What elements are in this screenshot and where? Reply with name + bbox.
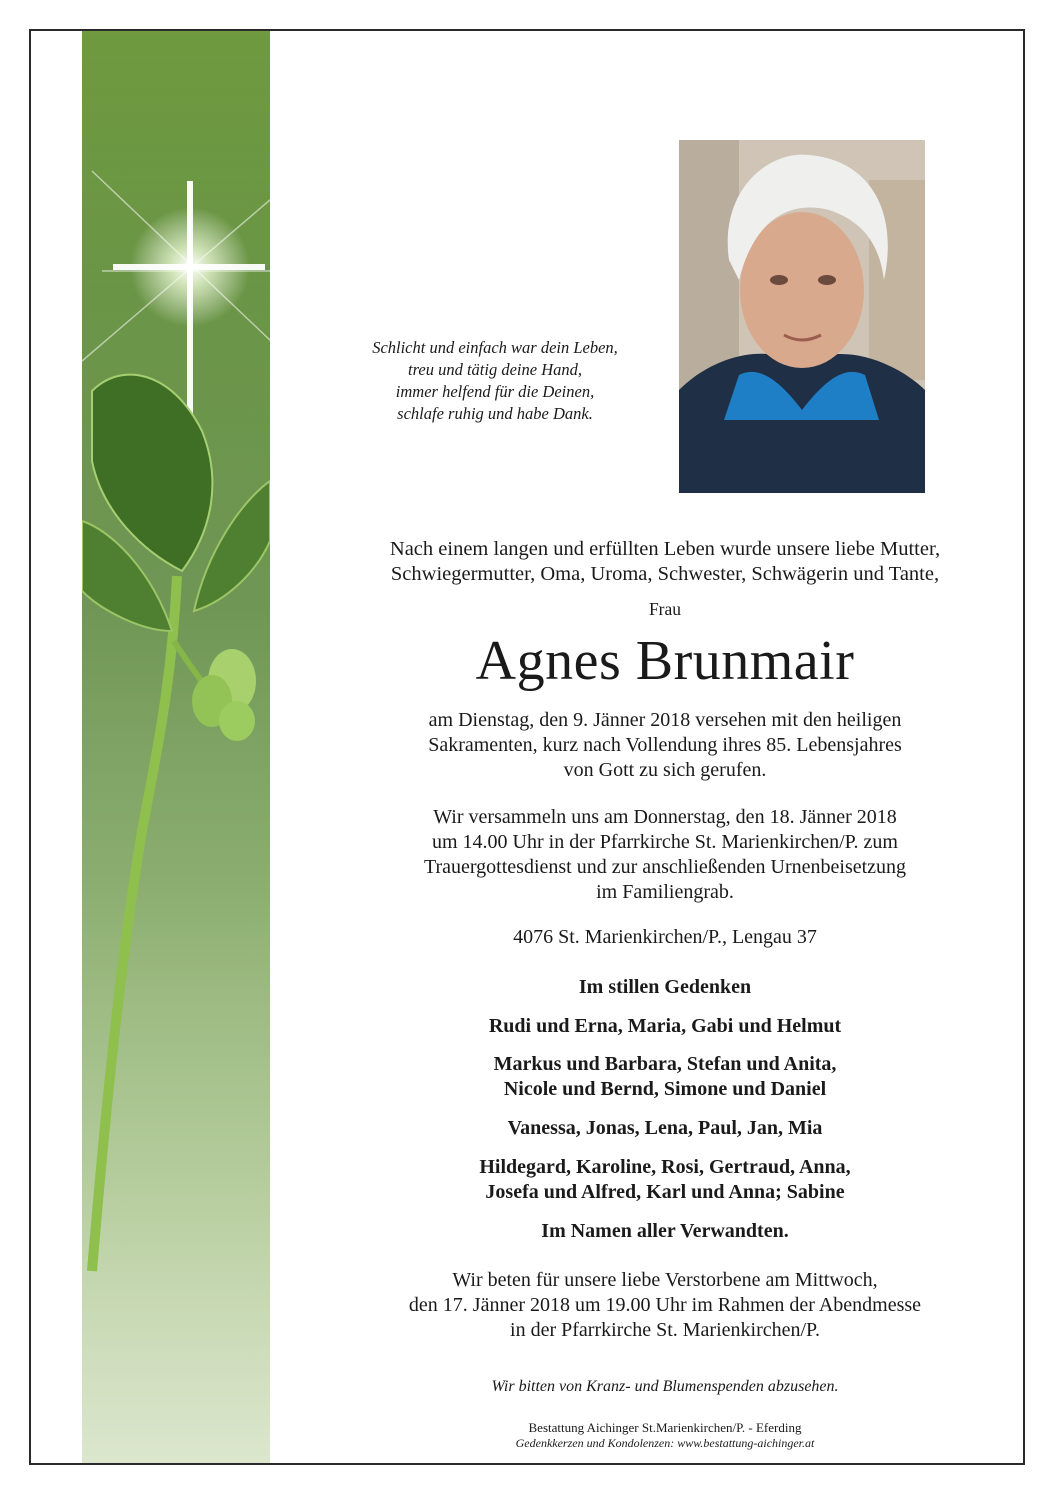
intro-text: Nach einem langen und erfüllten Leben wurde unsere liebe Mutter, Schwiegermutter, Oma, Uroma, Schwester, Schwägerin und Tante, bbox=[389, 538, 941, 585]
family-group: Im Namen aller Verwandten. bbox=[541, 1220, 789, 1242]
funeral-details: Wir versammeln uns am Donnerstag, den 18. Jänner 2018 um 14.00 Uhr in der Pfarrkirche St. Marienkirchen/P. zum Trauergottesdienst und zur anschließenden Urnenbeisetzung im Familiengrab. bbox=[423, 806, 907, 903]
footer-condolences: Gedenkkerzen und Kondolenzen: www.bestattung-aichinger.at bbox=[515, 1436, 815, 1450]
deceased-name: Agnes Brunmair bbox=[475, 630, 855, 692]
portrait-photo bbox=[679, 140, 925, 493]
footer-company: Bestattung Aichinger St.Marienkirchen/P. - Eferding bbox=[528, 1420, 802, 1435]
poem-line: schlafe ruhig und habe Dank. bbox=[397, 404, 593, 423]
death-notice: am Dienstag, den 9. Jänner 2018 versehen mit den heiligen Sakramenten, kurz nach Vollendung ihres 85. Lebensjahres von Gott zu sich gerufen. bbox=[428, 709, 902, 781]
family-group: Hildegard, Karoline, Rosi, Gertraud, Anna, Josefa und Alfred, Karl und Anna; Sabine bbox=[479, 1156, 851, 1203]
family-group: Rudi und Erna, Maria, Gabi und Helmut bbox=[488, 1015, 842, 1037]
family-group: Vanessa, Jonas, Lena, Paul, Jan, Mia bbox=[507, 1117, 823, 1139]
poem-line: Schlicht und einfach war dein Leben, bbox=[372, 338, 618, 357]
flowers-note: Wir bitten von Kranz- und Blumenspenden abzusehen. bbox=[491, 1378, 839, 1395]
title-word: Frau bbox=[648, 599, 682, 619]
plant-cross-illustration bbox=[82, 31, 270, 1463]
mourning-heading: Im stillen Gedenken bbox=[578, 976, 752, 998]
poem-line: immer helfend für die Deinen, bbox=[395, 382, 595, 401]
poem-line: treu und tätig deine Hand, bbox=[408, 360, 582, 379]
address: 4076 St. Marienkirchen/P., Lengau 37 bbox=[513, 926, 817, 948]
memorial-poem bbox=[330, 337, 660, 425]
decorative-plant-strip bbox=[82, 31, 270, 1463]
family-group: Markus und Barbara, Stefan und Anita, Nicole und Bernd, Simone und Daniel bbox=[493, 1053, 837, 1100]
memorial-mass: Wir beten für unsere liebe Verstorbene am Mittwoch, den 17. Jänner 2018 um 19.00 Uhr im Rahmen der Abendmesse in der Pfarrkirche St. Marienkirchen/P. bbox=[408, 1269, 922, 1341]
